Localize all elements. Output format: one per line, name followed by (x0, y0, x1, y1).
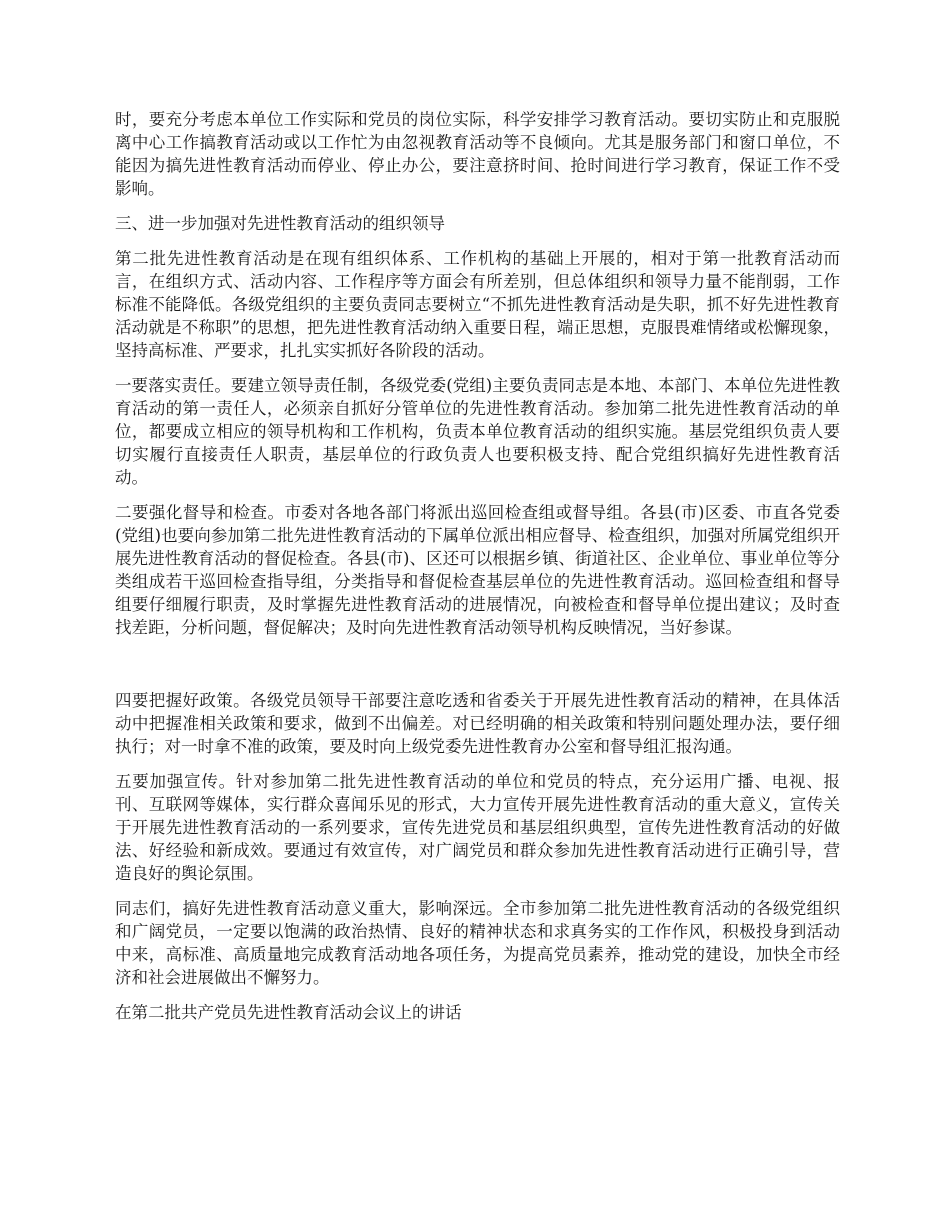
paragraph-responsibility: 一要落实责任。要建立领导责任制，各级党委(党组)主要负责同志是本地、本部门、本单位先进性教育活动的第一责任人，必须亲自抓好分管单位的先进性教育活动。参加第二批先进性教育活动的单位，都要成立相应的领导机构和工作机构，负责本单位教育活动的组织实施。基层党组织负责人要切实履行直接责任人职责，基层单位的行政负责人也要积极支持、配合党组织搞好先进性教育活动。 (115, 376, 840, 487)
paragraph-supervision: 二要强化督导和检查。市委对各地各部门将派出巡回检查组或督导组。各县(市)区委、市直各党委(党组)也要向参加第二批先进性教育活动的下属单位派出相应督导、检查组织，加强对所属党组织开展先进性教育活动的督促检查。各县(市)、区还可以根据乡镇、街道社区、企业单位、事业单位等分类组成若干巡回检查指导组，分类指导和督促检查基层单位的先进性教育活动。巡回检查组和督导组要仔细履行职责，及时掌握先进性教育活动的进展情况，向被检查和督导单位提出建议；及时查找差距，分析问题，督促解决；及时向先进性教育活动领导机构反映情况，当好参谋。 (115, 503, 840, 637)
section-heading-3: 三、进一步加强对先进性教育活动的组织领导 (115, 214, 445, 233)
paragraph-publicity: 五要加强宣传。针对参加第二批先进性教育活动的单位和党员的特点，充分运用广播、电视、报刊、互联网等媒体，实行群众喜闻乐见的形式，大力宣传开展先进性教育活动的重大意义，宣传关于开展先进性教育活动的一系列要求，宣传先进党员和基层组织典型，宣传先进性教育活动的好做法、好经验和新成效。要通过有效宣传，对广阔党员和群众参加先进性教育活动进行正确引导，营造良好的舆论氛围。 (115, 772, 840, 883)
paragraph-gap (115, 651, 840, 689)
speech-title: 在第二批共产党员先进性教育活动会议上的讲话 (115, 1003, 462, 1022)
paragraph-continuation: 时，要充分考虑本单位工作实际和党员的岗位实际，科学安排学习教育活动。要切实防止和克服脱离中心工作搞教育活动或以工作忙为由忽视教育活动等不良倾向。尤其是服务部门和窗口单位，不能因为搞先进性教育活动而停业、停止办公，要注意挤时间、抢时间进行学习教育，保证工作不受影响。 (115, 110, 840, 198)
document-page (115, 108, 840, 1036)
paragraph-organization: 第二批先进性教育活动是在现有组织体系、工作机构的基础上开展的，相对于第一批教育活动而言，在组织方式、活动内容、工作程序等方面会有所差别，但总体组织和领导力量不能削弱，工作标准不能降低。各级党组织的主要负责同志要树立“不抓先进性教育活动是失职，抓不好先进性教育活动就是不称职”的思想，把先进性教育活动纳入重要日程，端正思想，克服畏难情绪或松懈现象，坚持高标准、严要求，扎扎实实抓好各阶段的活动。 (115, 249, 840, 360)
paragraph-policy: 四要把握好政策。各级党员领导干部要注意吃透和省委关于开展先进性教育活动的精神，在具体活动中把握准相关政策和要求，做到不出偏差。对已经明确的相关政策和特别问题处理办法，要仔细执行；对一时拿不准的政策，要及时向上级党委先进性教育办公室和督导组汇报沟通。 (115, 691, 840, 756)
paragraph-closing: 同志们，搞好先进性教育活动意义重大，影响深远。全市参加第二批先进性教育活动的各级党组织和广阔党员，一定要以饱满的政治热情、良好的精神状态和求真务实的工作作风，积极投身到活动中来，高标准、高质量地完成教育活动地各项任务，为提高党员素养，推动党的建设，加快全市经济和社会进展做出不懈努力。 (115, 899, 840, 987)
